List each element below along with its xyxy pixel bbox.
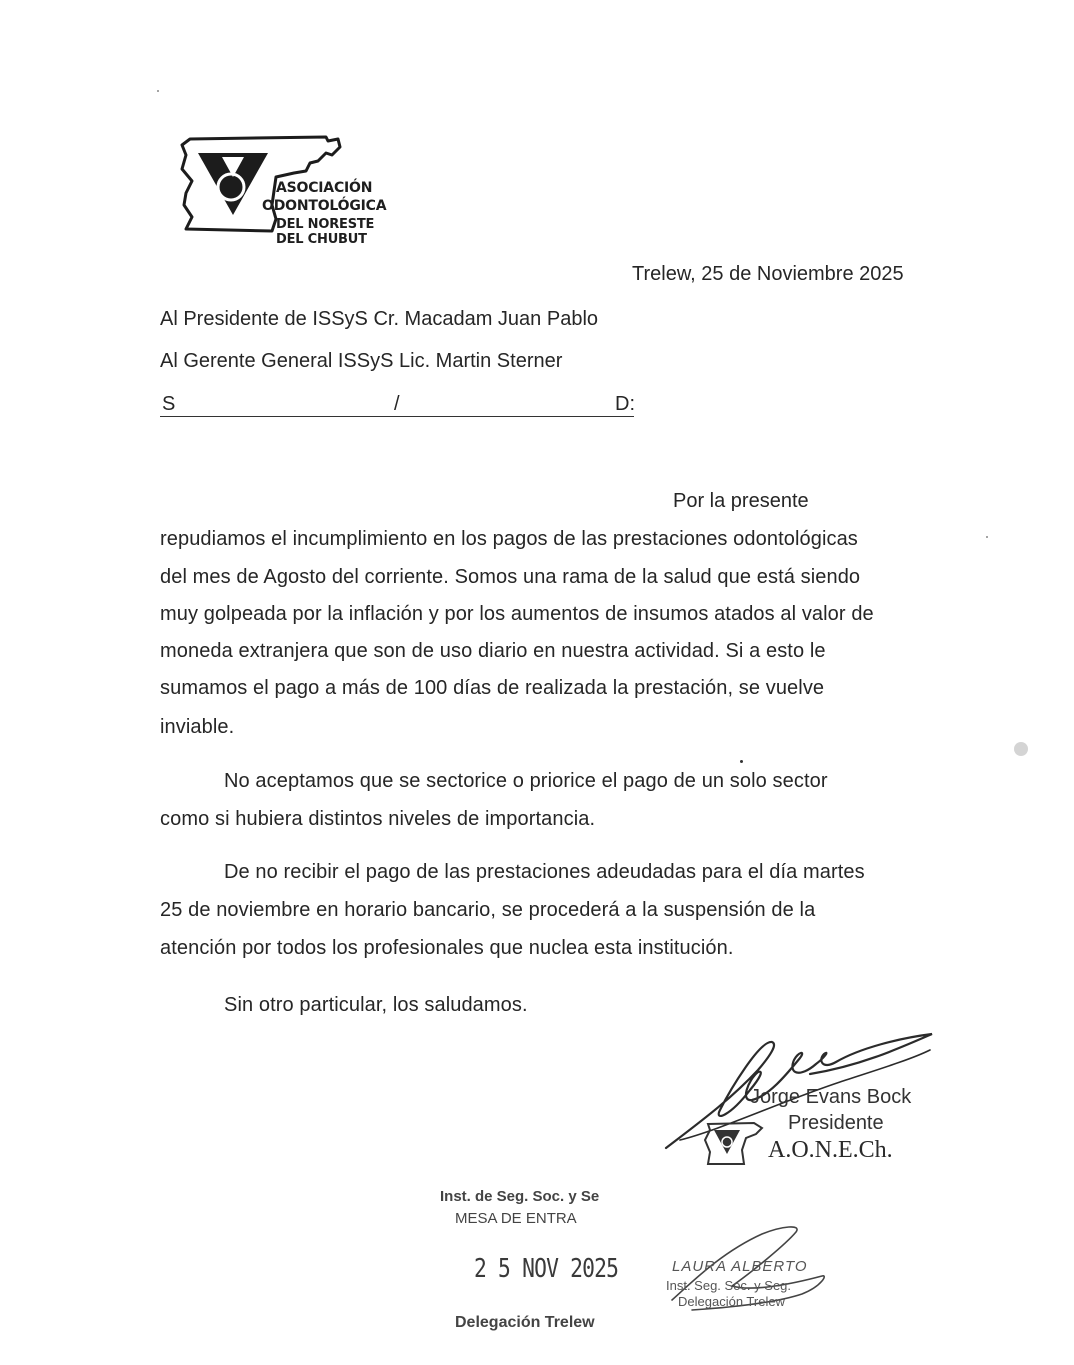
logo-text-line3: DEL NORESTE — [276, 217, 375, 232]
p1-line: moneda extranjera que son de uso diario en nuestra actividad. Si a esto le — [160, 640, 826, 662]
p1-line: inviable. — [160, 716, 235, 738]
small-logo-stamp-icon — [702, 1120, 768, 1168]
letter-date: Trelew, 25 de Noviembre 2025 — [632, 263, 904, 285]
scan-speck — [986, 536, 988, 538]
reception-stamp-institution: Inst. de Seg. Soc. y Se — [440, 1188, 600, 1205]
logo-text-line2: ODONTOLÓGICA — [262, 198, 387, 214]
reception-stamp-date: 2 5 NOV 2025 — [474, 1254, 619, 1284]
recipient-line-1: Al Presidente de ISSyS Cr. Macadam Juan Pablo — [160, 308, 599, 330]
logo-text-line1: ASOCIACIÓN — [276, 180, 373, 196]
closing-line: Sin otro particular, los saludamos. — [224, 994, 528, 1016]
scan-smudge — [1014, 742, 1028, 756]
reception-stamp-office: Delegación Trelew — [455, 1314, 595, 1331]
sd-slash: / — [394, 393, 400, 415]
sd-d: D: — [615, 393, 635, 415]
p3-line: 25 de noviembre en horario bancario, se procederá a la suspensión de la — [160, 899, 816, 921]
reception-stamp-desk: MESA DE ENTRA — [455, 1210, 577, 1227]
receiver-name: LAURA ALBERTO — [672, 1258, 808, 1275]
sd-s: S — [162, 393, 176, 415]
p3-line: atención por todos los profesionales que nuclea esta institución. — [160, 937, 734, 959]
opening-phrase: Por la presente — [673, 490, 809, 512]
sd-underline — [160, 416, 634, 417]
logo-text-line4: DEL CHUBUT — [276, 232, 367, 247]
p2-line: como si hubiera distintos niveles de importancia. — [160, 808, 596, 830]
receiver-office: Delegación Trelew — [678, 1294, 785, 1309]
signer-organization: A.O.N.E.Ch. — [768, 1137, 893, 1163]
receiver-institution: Inst. Seg. Soc. y Seg. — [666, 1278, 792, 1293]
p1-line: del mes de Agosto del corriente. Somos una rama de la salud que está siendo — [160, 566, 861, 588]
scan-speck — [740, 760, 743, 763]
signer-title: Presidente — [788, 1112, 884, 1134]
p1-line: muy golpeada por la inflación y por los aumentos de insumos atados al valor de — [160, 603, 874, 625]
recipient-line-2: Al Gerente General ISSyS Lic. Martin Sterner — [160, 350, 563, 372]
scan-speck — [157, 90, 159, 92]
p3-line: De no recibir el pago de las prestaciones adeudadas para el día martes — [224, 861, 865, 883]
p1-line: sumamos el pago a más de 100 días de realizada la prestación, se vuelve — [160, 677, 825, 699]
p2-line: No aceptamos que se sectorice o priorice el pago de un solo sector — [224, 770, 828, 792]
signer-name: Jorge Evans Bock — [750, 1086, 912, 1108]
p1-line: repudiamos el incumplimiento en los pagos de las prestaciones odontológicas — [160, 528, 858, 550]
